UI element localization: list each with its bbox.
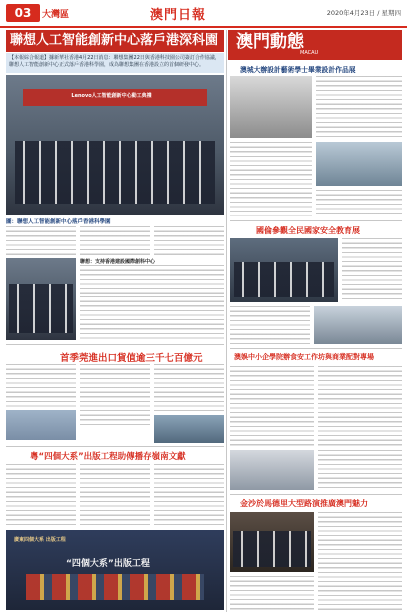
lead-body-end (80, 296, 224, 340)
macau-story3-body (230, 366, 314, 446)
story2-body-col1 (6, 464, 76, 526)
story2-body-col3 (154, 464, 224, 526)
lead-body-col2 (80, 226, 150, 256)
story1-body-col2 (80, 364, 150, 426)
lead-body-col1 (6, 226, 76, 256)
lead-photo-caption: Lenovo人工智能創新中心動工典禮 (71, 92, 152, 99)
story2-photo-caption: 廣東四個大系 出版工程 (14, 537, 66, 543)
lead-summary: 【本報綜合報道】據新華社香港4月22日消息：聯想集團22日與香港科技園公司簽訂合作協議，聯想人工智能創新中心正式落戶香港科學園，成為聯想集團在香港設立的首個研發中心。 (6, 53, 224, 73)
macau-story3-body2 (318, 366, 402, 446)
lead-subhead: 聯想：支持香港建設國際創科中心 (80, 259, 156, 265)
macau-story2-body (342, 238, 402, 302)
macau-story4-photo (230, 512, 314, 572)
story2-banner: “四個大系”出版工程 (66, 559, 150, 569)
macau-section-head: 澳門動態 (228, 30, 402, 60)
story-divider (6, 344, 224, 345)
lead-body-col3 (154, 226, 224, 256)
macau-section-sub: MACAU (300, 50, 319, 56)
macau-divider-3 (230, 494, 402, 495)
macau-story1-photo2 (316, 142, 402, 186)
story2-photo (6, 530, 224, 610)
page-number: 03 (6, 4, 40, 22)
macau-story2-photo (230, 238, 338, 302)
story1-photo (6, 410, 76, 440)
story1-body-col3 (154, 364, 224, 414)
story1-photo2 (154, 415, 224, 443)
macau-story4-body (318, 512, 402, 610)
story-divider-2 (6, 446, 224, 447)
macau-story2-photo2 (314, 306, 402, 344)
story2-headline: 粵“四個大系”出版工程助傳播存嶺南文獻 (30, 452, 186, 462)
macau-divider-2 (230, 348, 402, 349)
section-label: 大灣區 (42, 10, 70, 20)
story2-body-col2 (80, 464, 150, 526)
macau-story1-headline: 澳城大辦設計藝術學士畢業設計作品展 (240, 66, 356, 74)
macau-divider-1 (230, 220, 402, 221)
lead-headline: 聯想人工智能創新中心落戶港深科園 (6, 30, 224, 52)
issue-date: 2020年4月23日 / 星期四 (326, 9, 401, 17)
macau-story4-headline: 金沙於馬德里大型路演推廣澳門魅力 (240, 499, 368, 508)
macau-story3-headline: 澳娛中小企學院辦食安工作坊與商業配對專場 (234, 353, 374, 361)
lead-photo-small (6, 258, 76, 340)
lead-body-more (80, 265, 224, 295)
macau-story3-photo (230, 450, 314, 490)
story1-body-col1 (6, 364, 76, 408)
macau-story1-body (316, 76, 402, 138)
macau-story1-body3 (316, 190, 402, 216)
macau-story1-photo (230, 76, 312, 138)
column-divider (226, 30, 227, 612)
macau-story1-body2 (230, 142, 312, 216)
story1-headline: 首季莞進出口貨值逾三千七百億元 (60, 353, 203, 364)
macau-story2-headline: 國倫參觀全民國家安全教育展 (256, 226, 360, 235)
macau-story2-body2 (230, 306, 310, 344)
macau-story3-body3 (318, 450, 402, 490)
macau-story4-body2 (230, 576, 314, 610)
lead-photo-note: 圖：聯想人工智能創新中心落戶香港科學園 (6, 219, 111, 225)
lead-photo (6, 75, 224, 215)
masthead: 澳門日報 (150, 8, 207, 23)
